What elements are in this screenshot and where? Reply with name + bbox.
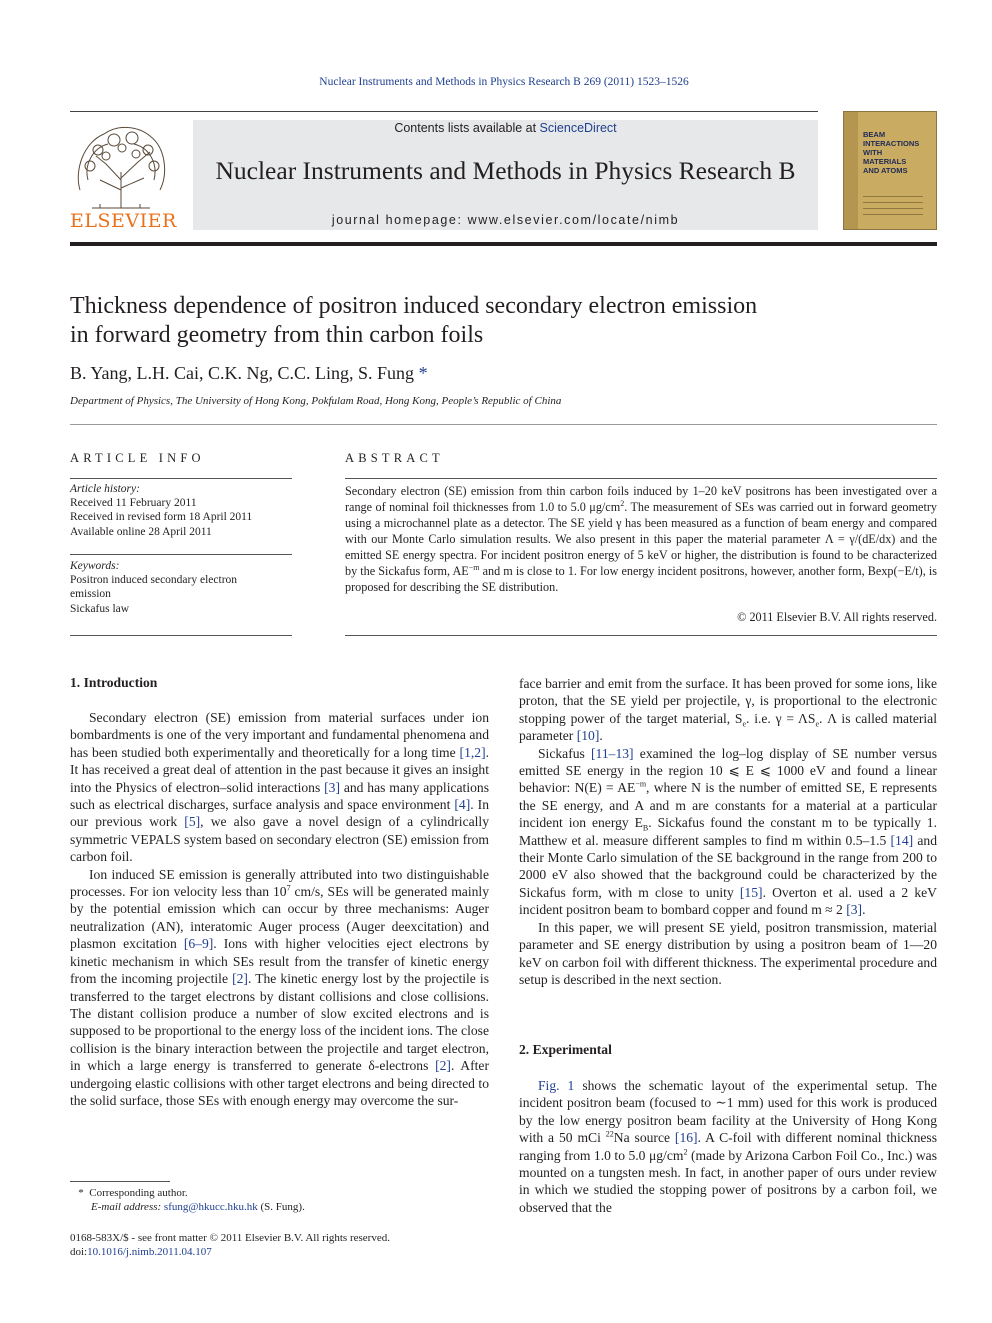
abstract-text: Secondary electron (SE) emission from thin carbon foils induced by 1–20 keV positrons has been investigated over a range of nominal foil thicknesses from 1.0 to 5.0 $\mu g/cm^2$. The measurement of SEs was carried out in forward geometry using a microchannel plate as a detector. The SE yield γ has been measured as a function of beam energy and compared with our Monte Carlo simulation results. We also present in this paper the material parameter Λ = γ/(dE/dx) and the emitted SE energy spectra. For incident positron energy of 5 keV or higher, the distribution is found to be characterized by the Sickafus form, $AE^{-m}$ and m is close to 1. For low energy incident positrons, however, another form, Bexp(−E/t), is proposed for describing the SE distribution.	[345, 484, 938, 594]
issn-line: 0168-583X/$ - see front matter © 2011 Elsevier B.V. All rights reserved.	[70, 1232, 390, 1244]
abstract-rule-top	[345, 478, 937, 479]
journal-citation[interactable]: Nuclear Instruments and Methods in Physics Research B 269 (2011) 1523–1526	[319, 76, 689, 88]
keywords: Keywords: Positron induced secondary electron emission Sickafus law	[70, 560, 238, 615]
info-rule-bottom	[70, 635, 292, 636]
ref-link[interactable]: [2]	[232, 971, 248, 987]
article-info-heading: ARTICLE INFO	[70, 451, 205, 465]
ref-link[interactable]: [11–13]	[591, 745, 634, 761]
elsevier-wordmark[interactable]: ELSEVIER	[70, 210, 177, 232]
cover-strip	[844, 112, 858, 229]
ref-link[interactable]: [10]	[576, 728, 600, 744]
ref-link[interactable]: [15]	[739, 884, 763, 900]
info-rule-top	[70, 478, 292, 479]
journal-homepage[interactable]: journal homepage: www.elsevier.com/locate/nimb	[331, 213, 680, 227]
title-rule	[70, 424, 937, 425]
affiliation: Department of Physics, The University of Hong Kong, Pokfulam Road, Hong Kong, People’s Republic of China	[70, 395, 562, 407]
journal-cover-thumbnail[interactable]	[843, 111, 937, 230]
ref-link[interactable]: [14]	[890, 832, 914, 848]
ref-link[interactable]: [3]	[324, 779, 340, 795]
introduction-heading: 1. Introduction	[70, 675, 158, 690]
email-note: E-mail address: sfung@hkucc.hku.hk (S. Fung).	[91, 1201, 305, 1213]
ref-link[interactable]: [6–9]	[183, 936, 214, 952]
ref-link[interactable]: [5]	[184, 814, 201, 830]
right-paragraph-1: Sickafus [11–13] examined the log–log display of SE number versus emitted SE energy in the region 10 ⩽ E ⩽ 1000 eV and found a linear behavior: $N(E) = AE^{-m}$, where N is the number of emitted SE, E represents the SE energy, and A and m are constants for a material at a particular incident ion energy $E_B$. Sickafus found the constant m to be typically 1. Matthew et al. measure different samples to find m within 0.5–1.5 [14] and their Monte Carlo simulation of the SE background in the range from 200 to 2000 eV also showed that the background could be characterized by the Sickafus form, with m close to unity [15]. Overton et al. used a 2 keV incident positron beam to bombard copper and found m ≈ 2 [3].	[519, 745, 937, 918]
intro-paragraph-1: Secondary electron (SE) emission from material surfaces under ion bombardments is one of the very important and fundamental phenomena and has been studied both experimentally and theoretically for a long time [1,2]. It has received a great deal of attention in the past because it gives an insight into the Physics of electron–solid interactions [3] and has many applications such as electrical discharges, surface analysis and space environment [4]. In our previous work [5], we also gave a novel design of a cylindrically symmetric VEPALS system based on secondary electron (SE) emission from carbon foil.	[70, 710, 490, 865]
info-rule-mid	[70, 554, 292, 555]
article-title: Thickness dependence of positron induced secondary electron emission in forward geometry from thin carbon foils	[70, 293, 758, 348]
footnote-rule	[70, 1181, 170, 1182]
figure-link[interactable]: Fig. 1	[538, 1078, 575, 1093]
right-paragraph-2: In this paper, we will present SE yield, positron transmission, material parameter and SE energy distribution by using a positron beam of 1—20 keV on carbon foil with different thickness. The experimental procedure and setup is described in the next section.	[519, 919, 937, 987]
ref-link[interactable]: [3]	[846, 902, 863, 918]
copyright: © 2011 Elsevier B.V. All rights reserved.	[737, 610, 937, 624]
intro-paragraph-2: Ion induced SE emission is generally attributed into two distinguishable processes. For ion velocity less than $10^7$ cm/s, SEs will be generated mainly by the potential emission which can occur by three mechanisms: Auger neutralization (AN), interatomic Auger process (Auger deexcitation) and plasmon excitation [6–9]. Ions with higher velocities eject electrons by kinetic mechanism in which SEs result from the transfer of kinetic energy from the incoming projectile [2]. The kinetic energy lost by the projectile is transferred to the target electrons by distant collisions and close collisions. The distant collision produce a number of slow excited electrons and is supposed to be proportional to the energy loss of the incident ions. The close collision is the binary interaction between the projectile and target electron, in which a large energy is transferred to generate δ-electrons [2]. After undergoing elastic collisions with other target electrons and being directed to the solid surface, those SEs with enough energy may overcome the sur-	[70, 866, 489, 1108]
email-link[interactable]: sfung@hkucc.hku.hk	[163, 1201, 258, 1213]
doi-link[interactable]: 10.1016/j.nimb.2011.04.107	[87, 1246, 212, 1258]
journal-title: Nuclear Instruments and Methods in Physics Research B	[215, 156, 796, 185]
doi-line: doi:10.1016/j.nimb.2011.04.107	[70, 1246, 212, 1258]
corresponding-author-mark[interactable]: *	[418, 363, 428, 383]
ref-link[interactable]: [4]	[454, 797, 471, 813]
corresponding-author-note: * Corresponding author.	[78, 1187, 188, 1199]
masthead-rule	[70, 242, 937, 246]
ref-link[interactable]: [2]	[435, 1058, 451, 1074]
right-paragraph-0: face barrier and emit from the surface. It has been proved for some ions, like proton, that the SE yield per projectile, γ, is proportional to the electronic stopping power of the target material, $S_e$. i.e. $\gamma = \Lambda S_e$. Λ is called material parameter [10].	[519, 676, 937, 744]
ref-link[interactable]: [1,2]	[459, 744, 486, 760]
author-list: B. Yang, L.H. Cai, C.K. Ng, C.C. Ling, S. Fung *	[70, 363, 428, 383]
introduction-body	[70, 709, 489, 1109]
ref-link[interactable]: [16]	[674, 1130, 698, 1146]
article-history: Article history: Received 11 February 2011 Received in revised form 18 April 2011 Available online 28 April 2011	[70, 483, 253, 538]
experimental-paragraph-1: Fig. 1 shows the schematic layout of the experimental setup. The incident positron beam (focused to ∼1 mm) used for this work is produced by the low energy positron beam facility at the University of Hong Kong with a 50 mCi $^{22}$Na source [16]. A C-foil with different nominal thickness ranging from 1.0 to 5.0 $\mu g/cm^2$ (made by Arizona Carbon Foil Co., Inc.) was mounted on a tungsten mesh. In fact, in another paper of ours under review in which we studied the stopping power of positrons by a carbon foil, we observed that the	[519, 1078, 938, 1215]
sciencedirect-link[interactable]: ScienceDirect	[539, 121, 617, 135]
abstract-heading: ABSTRACT	[345, 451, 444, 465]
header-rule	[70, 111, 818, 112]
right-column-body	[519, 675, 937, 988]
experimental-heading: 2. Experimental	[519, 1042, 612, 1057]
experimental-body	[519, 1077, 937, 1216]
cover-title: BEAM INTERACTIONS WITH MATERIALS AND ATOMS	[863, 130, 920, 175]
contents-line: Contents lists available at ScienceDirect	[394, 121, 617, 135]
abstract-rule-bottom	[345, 635, 937, 636]
cover-text-lines	[863, 196, 923, 220]
